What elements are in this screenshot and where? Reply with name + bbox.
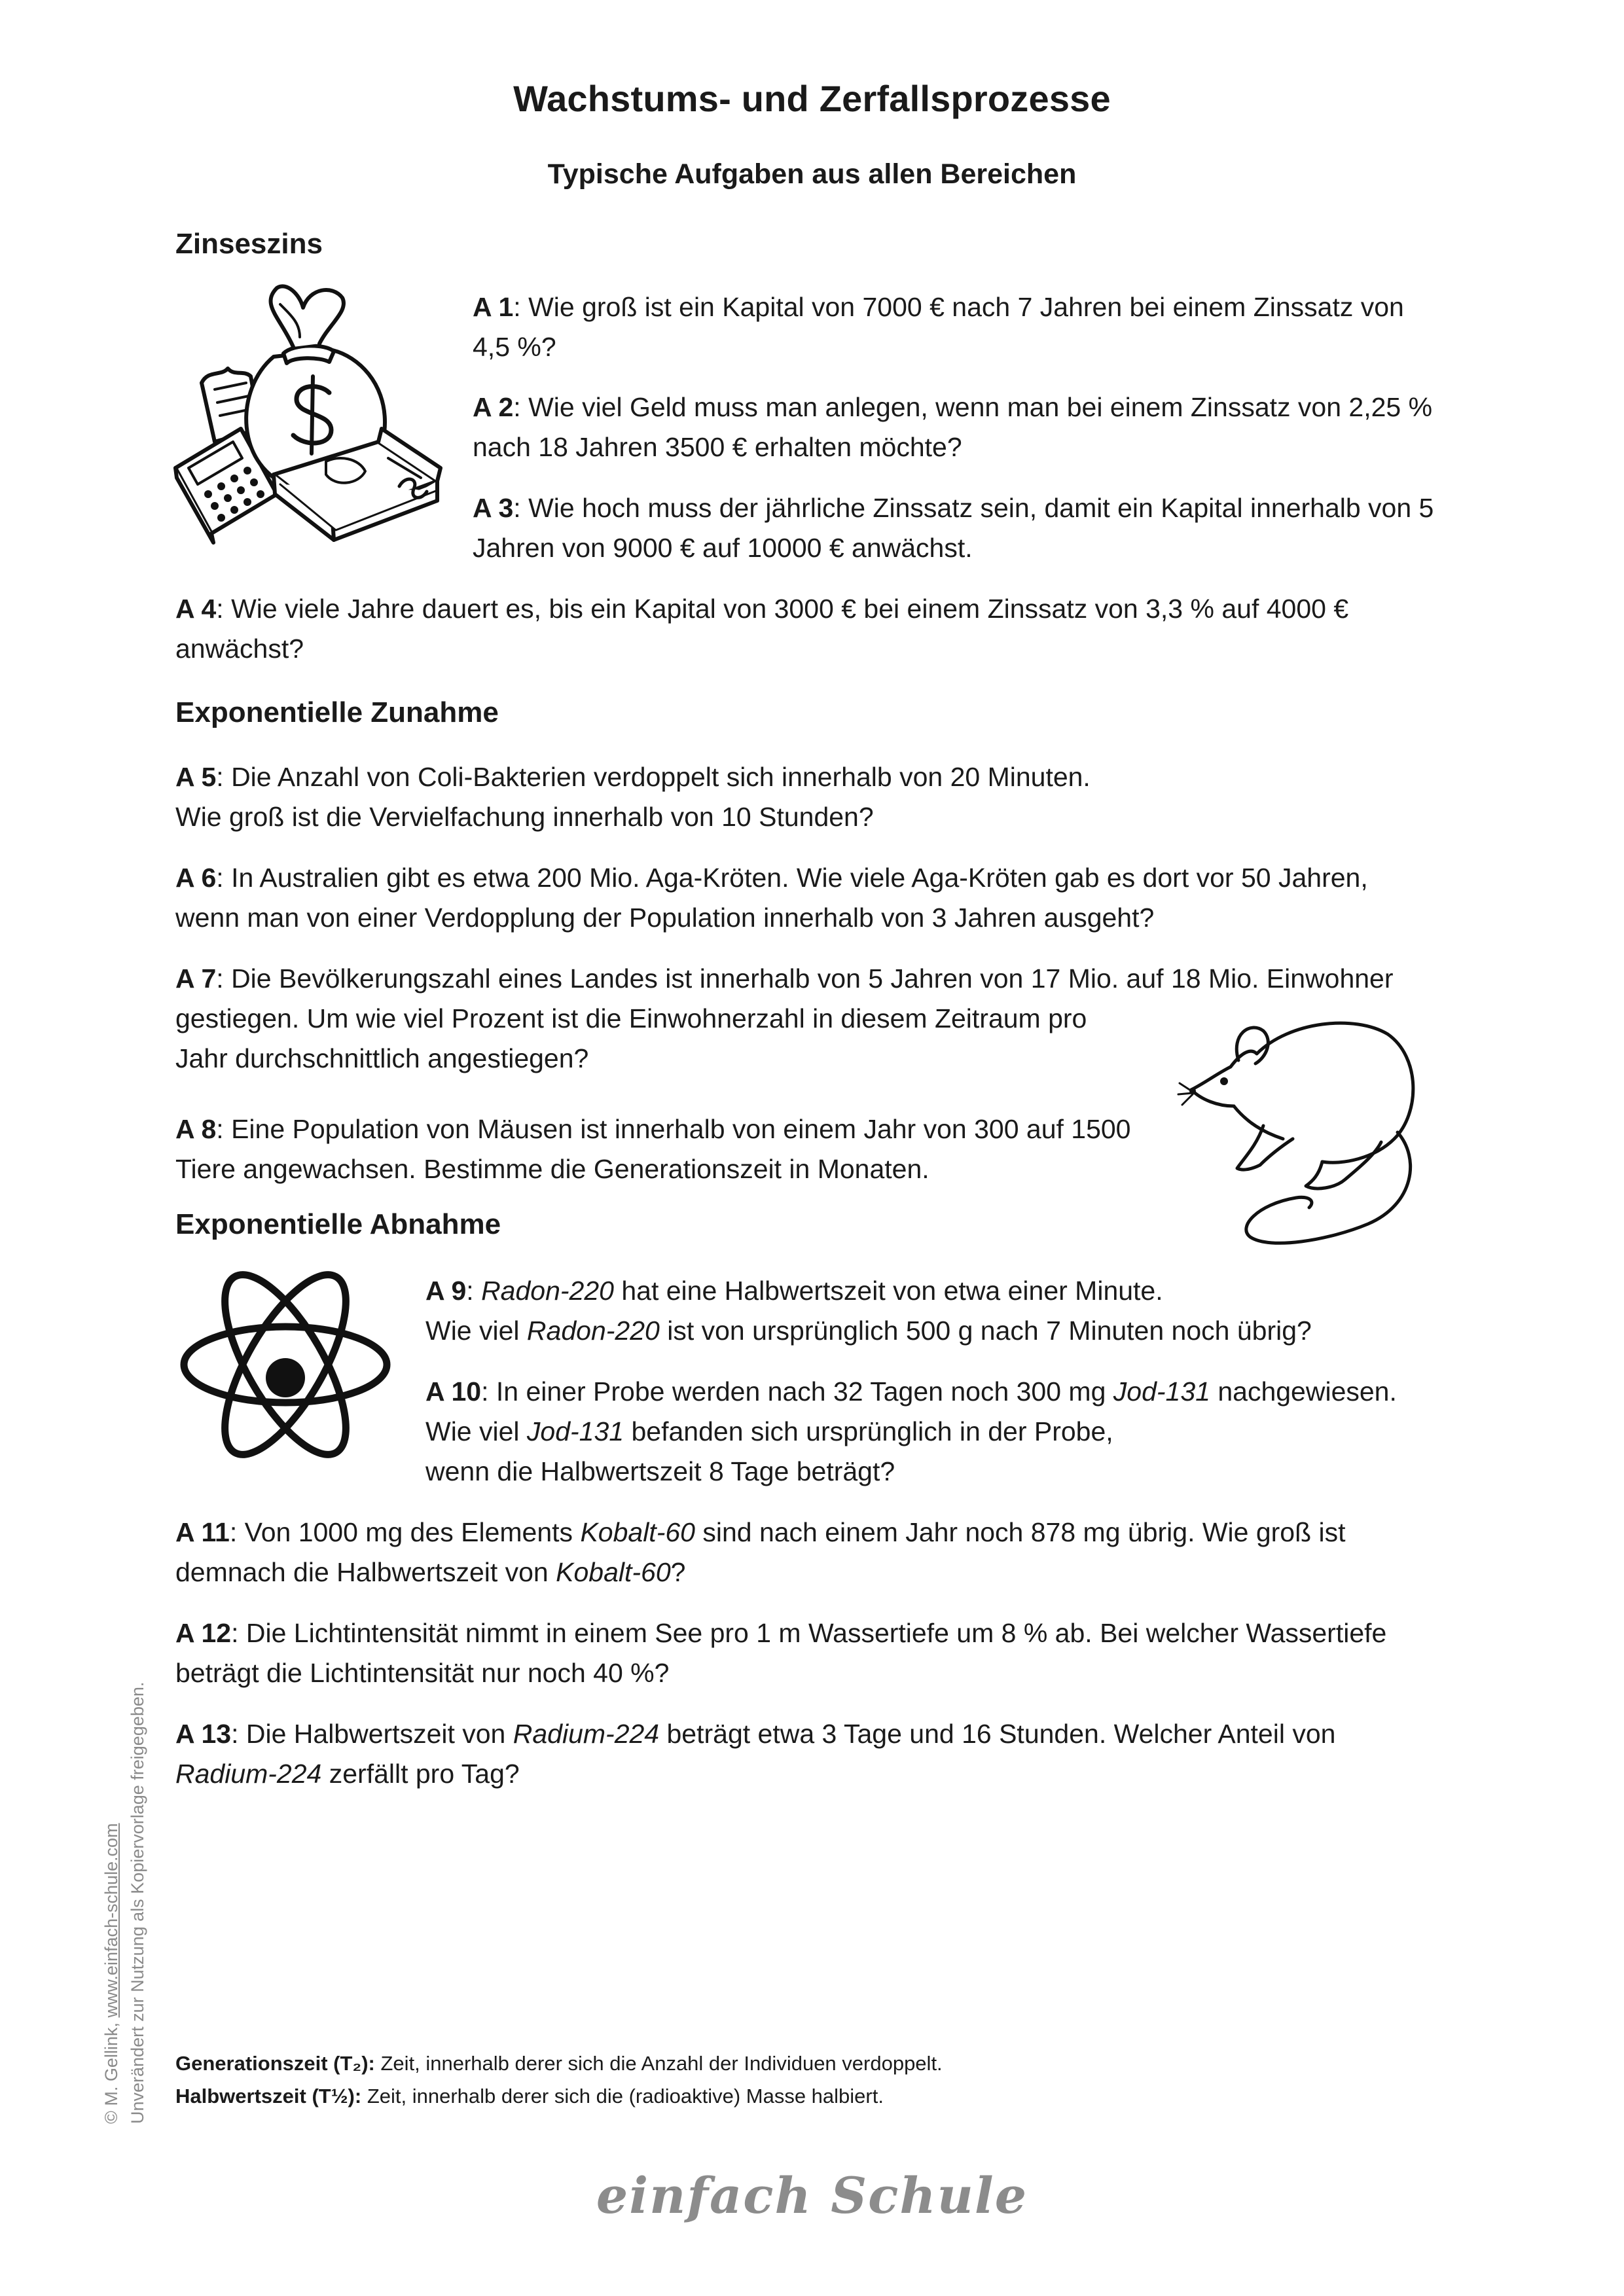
page-title: Wachstums- und Zerfallsprozesse [513, 78, 1111, 119]
isotope-name: Jod-131 [1113, 1376, 1210, 1407]
task-text: beträgt etwa 3 Tage und 16 Stunden. Welcher Anteil von [659, 1719, 1336, 1749]
task-a8 [175, 1109, 1130, 1189]
task-text: wenn man von einer Verdopplung der Population innerhalb von 3 Jahren ausgeht? [175, 903, 1155, 933]
atom-icon [174, 1260, 397, 1469]
section-heading-zunahme: Exponentielle Zunahme [175, 696, 499, 728]
isotope-name: Kobalt-60 [580, 1517, 695, 1547]
isotope-name: Radium-224 [513, 1719, 660, 1749]
task-text: Wie viel [425, 1316, 527, 1346]
footnote-text: Zeit, innerhalb derer sich die Anzahl der Individuen verdoppelt. [374, 2052, 943, 2075]
task-a3 [473, 488, 1434, 568]
task-label: A 4 [175, 594, 217, 624]
isotope-name: Kobalt-60 [556, 1557, 671, 1587]
page-subtitle: Typische Aufgaben aus allen Bereichen [547, 158, 1077, 190]
task-text: Jahr durchschnittlich angestiegen? [175, 1043, 589, 1073]
footnote-term: Generationszeit (T₂): [175, 2052, 375, 2075]
task-a4 [175, 589, 1348, 669]
task-text: Wie viel [425, 1416, 527, 1446]
task-text: hat eine Halbwertszeit von etwa einer Minute. [613, 1276, 1163, 1306]
footnote-half-life [175, 2080, 884, 2113]
task-text: ist von ursprünglich 500 g nach 7 Minuten noch übrig? [659, 1316, 1312, 1346]
task-text: nach 18 Jahren 3500 € erhalten möchte? [473, 432, 962, 462]
task-text: : Wie groß ist ein Kapital von 7000 € nach 7 Jahren bei einem Zinssatz von [513, 292, 1404, 322]
task-label: A 3 [473, 493, 514, 523]
task-text: 4,5 %? [473, 332, 556, 362]
task-text: : Wie viel Geld muss man anlegen, wenn man bei einem Zinssatz von 2,25 % [513, 392, 1433, 422]
task-text: : Von 1000 mg des Elements [229, 1517, 581, 1547]
task-text: : Die Bevölkerungszahl eines Landes ist innerhalb von 5 Jahren von 17 Mio. auf 18 Mio. Einwohner [216, 963, 1394, 994]
website-link[interactable]: www.einfach-schule.com [101, 1823, 121, 2018]
task-label: A 8 [175, 1114, 217, 1144]
task-text: beträgt die Lichtintensität nur noch 40 %? [175, 1658, 670, 1688]
task-text: : Die Halbwertszeit von [231, 1719, 513, 1749]
task-a6 [175, 858, 1368, 938]
license-text: Unverändert zur Nutzung als Kopiervorlage freigegeben. [128, 1681, 147, 2124]
task-label: A 13 [175, 1719, 232, 1749]
task-text: nachgewiesen. [1210, 1376, 1397, 1407]
task-label: A 6 [175, 863, 217, 893]
task-text: Tiere angewachsen. Bestimme die Generationszeit in Monaten. [175, 1154, 929, 1184]
brand-logo: einfach Schule [596, 2166, 1028, 2225]
task-label: A 10 [425, 1376, 482, 1407]
money-bag-icon [162, 278, 450, 540]
isotope-name: Jod-131 [526, 1416, 624, 1446]
isotope-name: Radium-224 [175, 1759, 322, 1789]
task-text: : In einer Probe werden nach 32 Tagen noch 300 mg [481, 1376, 1113, 1407]
task-text: : Wie viele Jahre dauert es, bis ein Kapital von 3000 € bei einem Zinssatz von 3,3 % auf 4000 € [216, 594, 1349, 624]
task-text: : Eine Population von Mäusen ist innerhalb von einem Jahr von 300 auf 1500 [216, 1114, 1131, 1144]
isotope-name: Radon-220 [481, 1276, 614, 1306]
footnote-generation-time [175, 2047, 943, 2080]
task-label: A 5 [175, 762, 217, 792]
task-text: befanden sich ursprünglich in der Probe, [624, 1416, 1113, 1446]
task-a2 [473, 387, 1432, 467]
task-label: A 12 [175, 1618, 232, 1648]
copyright-text: © M. Gellink, [101, 2017, 121, 2124]
section-heading-zinseszins: Zinseszins [175, 228, 323, 260]
task-text: : Die Anzahl von Coli-Bakterien verdoppelt sich innerhalb von 20 Minuten. [216, 762, 1091, 792]
task-a13 [175, 1714, 1335, 1794]
task-label: A 11 [175, 1517, 230, 1547]
section-heading-abnahme: Exponentielle Abnahme [175, 1208, 501, 1240]
task-label: A 9 [425, 1276, 467, 1306]
task-text: Wie groß ist die Vervielfachung innerhalb von 10 Stunden? [175, 802, 874, 832]
isotope-name: Radon-220 [526, 1316, 660, 1346]
task-text: wenn die Halbwertszeit 8 Tage beträgt? [425, 1456, 895, 1486]
task-text: zerfällt pro Tag? [321, 1759, 520, 1789]
task-text: sind nach einem Jahr noch 878 mg übrig. Wie groß ist [695, 1517, 1346, 1547]
task-label: A 1 [473, 292, 514, 322]
task-a1 [473, 287, 1404, 367]
task-text: : Die Lichtintensität nimmt in einem See pro 1 m Wassertiefe um 8 % ab. Bei welcher Wassertiefe [231, 1618, 1387, 1648]
task-text: : Wie hoch muss der jährliche Zinssatz sein, damit ein Kapital innerhalb von 5 [513, 493, 1434, 523]
task-text: anwächst? [175, 634, 304, 664]
task-text: gestiegen. Um wie viel Prozent ist die Einwohnerzahl in diesem Zeitraum pro [175, 1003, 1087, 1033]
task-text: : [466, 1276, 482, 1306]
copyright-credit [98, 1682, 151, 2124]
task-text: demnach die Halbwertszeit von [175, 1557, 556, 1587]
task-text: ? [670, 1557, 686, 1587]
task-text: Jahren von 9000 € auf 10000 € anwächst. [473, 533, 973, 563]
task-a11 [175, 1513, 1346, 1592]
task-label: A 7 [175, 963, 217, 994]
mouse-icon [1178, 1008, 1434, 1270]
footnote-text: Zeit, innerhalb derer sich die (radioaktive) Masse halbiert. [361, 2085, 884, 2108]
footnote-term: Halbwertszeit (T½): [175, 2085, 362, 2108]
task-a9 [425, 1271, 1312, 1351]
task-a12 [175, 1613, 1386, 1693]
task-text: : In Australien gibt es etwa 200 Mio. Aga-Kröten. Wie viele Aga-Kröten gab es dort vor 50 Jahren, [216, 863, 1368, 893]
task-a10 [425, 1372, 1397, 1492]
task-label: A 2 [473, 392, 514, 422]
task-a5 [175, 757, 1091, 837]
